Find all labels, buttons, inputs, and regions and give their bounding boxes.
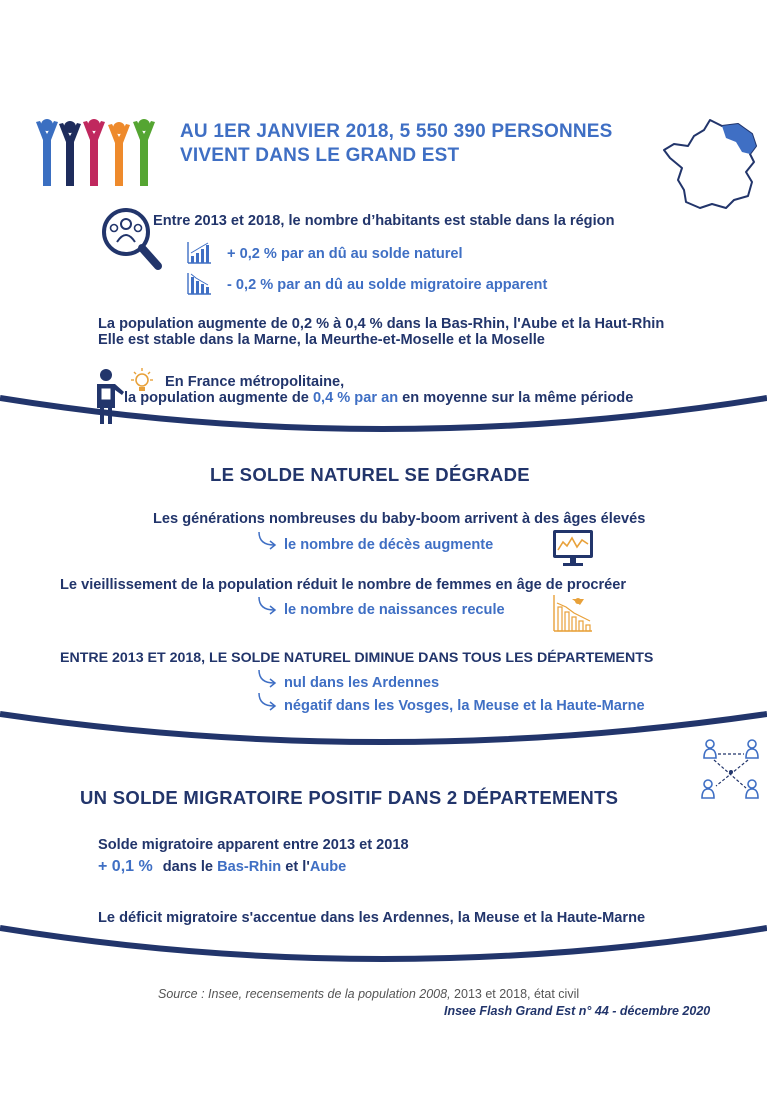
aging-text: Le vieillissement de la population réduit le nombre de femmes en âge de procréer — [60, 577, 627, 593]
france-rate-highlight: 0,4 % par an — [312, 390, 399, 406]
page-title-line1: AU 1ER JANVIER 2018, 5 550 390 PERSONNES — [180, 121, 613, 142]
section-title-migratory: UN SOLDE MIGRATOIRE POSITIF DANS 2 DÉPARTEMENTS — [80, 787, 619, 808]
bar-chart-up-icon — [186, 241, 212, 265]
babyboom-text: Les générations nombreuses du baby-boom arrivent à des âges élevés — [153, 511, 646, 527]
source-text — [158, 987, 579, 1001]
departments-positive-line — [98, 858, 346, 876]
source-text-b: 2013 et 2018, état civil — [454, 987, 580, 1001]
bas-rhin-text: Bas-Rhin — [217, 859, 282, 875]
dans-le-text: dans le — [162, 859, 214, 875]
france-text-part-a: la population augmente de — [124, 390, 309, 406]
et-text: et l' — [285, 859, 310, 875]
france-map-icon — [660, 116, 764, 212]
monitor-chart-icon — [551, 528, 595, 568]
aube-text: Aube — [309, 859, 347, 875]
publication-reference: Insee Flash Grand Est n° 44 - décembre 2020 — [444, 1004, 711, 1018]
curved-arrow-icon — [256, 531, 278, 551]
apparent-balance-text: Solde migratoire apparent entre 2013 et 2018 — [98, 837, 409, 853]
migratory-balance-text: - 0,2 % par an dû au solde migratoire apparent — [227, 277, 548, 293]
increase-text-line1: La population augmente de 0,2 % à 0,4 % dans la Bas-Rhin, l'Aube et la Haut-Rhin — [98, 316, 665, 332]
page-title-line2: VIVENT DANS LE GRAND EST — [180, 145, 460, 166]
france-text-part-b: en moyenne sur la même période — [402, 390, 634, 406]
negative-text: négatif dans les Vosges, la Meuse et la Haute-Marne — [284, 698, 645, 714]
declining-chart-icon — [552, 593, 594, 633]
section-divider-curve — [0, 392, 767, 452]
decline-all-text: ENTRE 2013 ET 2018, LE SOLDE NATUREL DIMINUE DANS TOUS LES DÉPARTEMENTS — [60, 650, 654, 666]
curved-arrow-icon — [256, 596, 278, 616]
increase-text-line2: Elle est stable dans la Marne, la Meurthe-et-Moselle et la Moselle — [98, 332, 545, 348]
section-title-natural: LE SOLDE NATUREL SE DÉGRADE — [210, 464, 530, 485]
stable-text: Entre 2013 et 2018, le nombre d’habitants est stable dans la région — [153, 213, 615, 229]
france-text-line1: En France métropolitaine, — [165, 374, 345, 390]
natural-balance-text: + 0,2 % par an dû au solde naturel — [227, 246, 463, 262]
section-divider-curve — [0, 706, 767, 766]
people-network-icon — [696, 736, 766, 806]
deficit-text: Le déficit migratoire s'accentue dans les Ardennes, la Meuse et la Haute-Marne — [98, 910, 646, 926]
curved-arrow-icon — [256, 669, 278, 689]
births-text: le nombre de naissances recule — [284, 602, 505, 618]
deaths-text: le nombre de décès augmente — [284, 537, 494, 553]
ardennes-text: nul dans les Ardennes — [284, 675, 440, 691]
migratory-value: + 0,1 % — [98, 858, 153, 875]
people-group-icon — [34, 116, 164, 188]
source-text-a: Source : Insee, recensements de la population 2008, — [158, 987, 451, 1001]
section-divider-curve — [0, 924, 767, 984]
bar-chart-down-icon — [186, 272, 212, 296]
